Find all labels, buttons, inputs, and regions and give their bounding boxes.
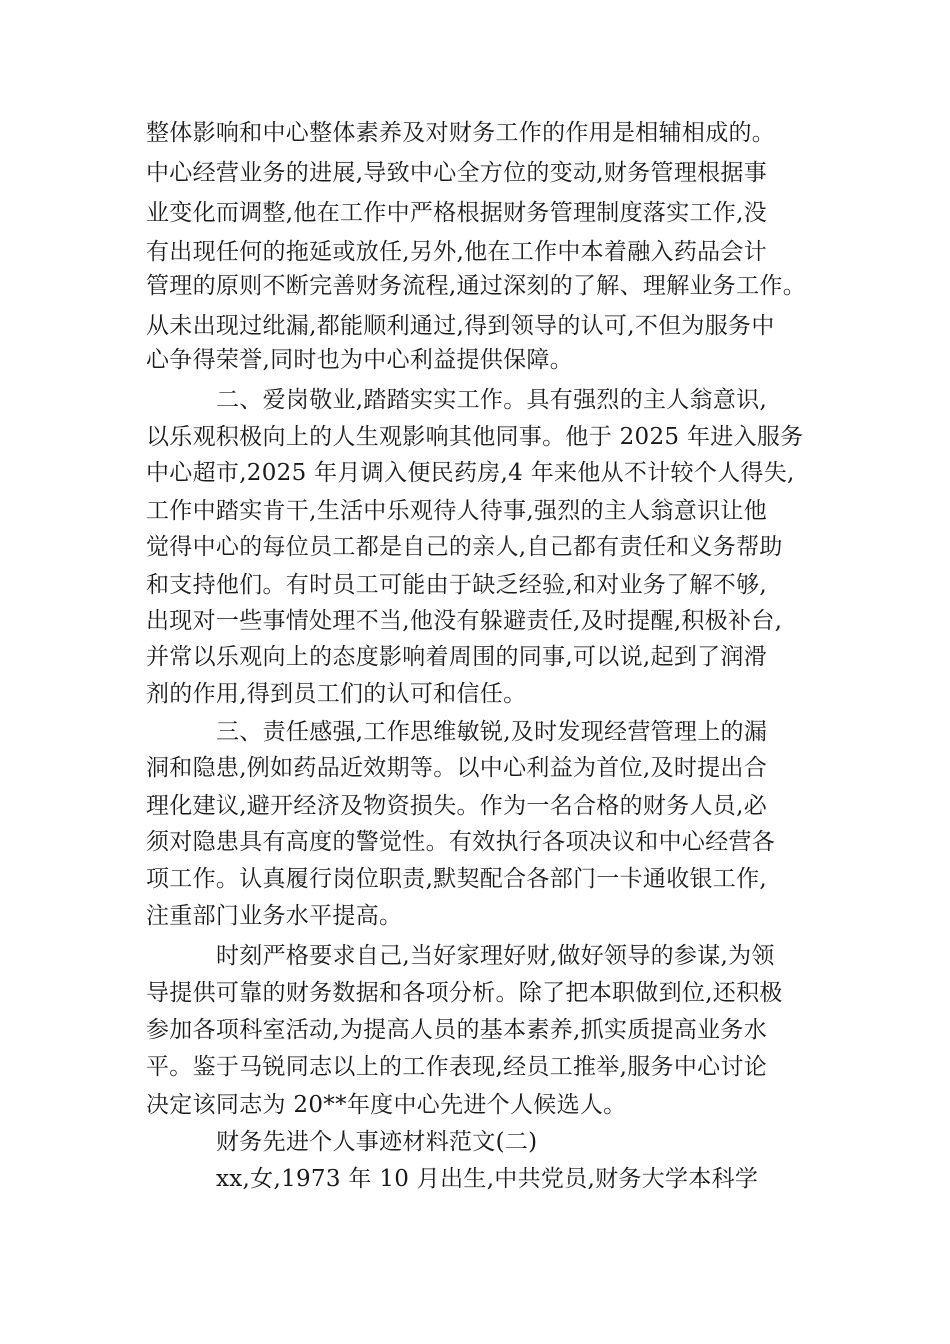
text-line: xx,女,1973 年 10 月出生,中共党员,财务大学本科学 — [216, 1166, 759, 1192]
text-line: 三、责任感强,工作思维敏锐,及时发现经营管理上的漏 — [216, 719, 768, 745]
text-line: 业变化而调整,他在工作中严格根据财务管理制度落实工作,没 — [146, 200, 768, 226]
text-line: 心争得荣誉,同时也为中心利益提供保障。 — [146, 347, 574, 373]
text-line: 中心超市,2025 年月调入便民药房,4 年来他从不计较个人得失, — [146, 460, 795, 486]
section-heading: 财务先进个人事迹材料范文(二) — [216, 1129, 538, 1155]
text-line: 和支持他们。有时员工可能由于缺乏经验,和对业务了解不够, — [146, 572, 768, 598]
text-line: 从未出现过纰漏,都能顺利通过,得到领导的认可,不但为服务中 — [146, 313, 775, 339]
text-line: 时刻严格要求自己,当好家理好财,做好领导的参谋,为领 — [216, 943, 775, 969]
text-line: 觉得中心的每位员工都是自己的亲人,自己都有责任和义务帮助 — [146, 534, 783, 560]
text-line: 导提供可靠的财务数据和各项分析。除了把本职做到位,还积极 — [146, 980, 783, 1006]
text-line: 出现对一些事情处理不当,他没有躲避责任,及时提醒,积极补台, — [146, 608, 783, 634]
text-line: 二、爱岗敬业,踏踏实实工作。具有强烈的主人翁意识, — [216, 387, 768, 413]
text-line: 参加各项科室活动,为提高人员的基本素养,抓实质提高业务水 — [146, 1017, 768, 1043]
text-line: 并常以乐观向上的态度影响着周围的同事,可以说,起到了润滑 — [146, 644, 768, 670]
text-line: 管理的原则不断完善财务流程,通过深刻的了解、理解业务工作。 — [146, 273, 807, 299]
text-line: 注重部门业务水平提高。 — [146, 903, 403, 929]
text-line: 平。鉴于马锐同志以上的工作表现,经员工推举,服务中心讨论 — [146, 1054, 768, 1080]
text-line: 洞和隐患,例如药品近效期等。以中心利益为首位,及时提出合 — [146, 755, 768, 781]
text-line: 有出现任何的拖延或放任,另外,他在工作中本着融入药品会计 — [146, 239, 768, 265]
text-line: 整体影响和中心整体素养及对财务工作的作用是相辅相成的。 — [146, 120, 776, 146]
text-line: 须对隐患具有高度的警觉性。有效执行各项决议和中心经营各 — [146, 829, 776, 855]
text-line: 项工作。认真履行岗位职责,默契配合各部门一卡通收银工作, — [146, 866, 768, 892]
text-line: 理化建议,避开经济及物资损失。作为一名合格的财务人员,必 — [146, 793, 768, 819]
text-line: 以乐观积极向上的人生观影响其他同事。他于 2025 年进入服务 — [146, 424, 804, 450]
text-line: 决定该同志为 20**年度中心先进个人候选人。 — [146, 1092, 627, 1118]
text-line: 中心经营业务的进展,导致中心全方位的变动,财务管理根据事 — [146, 160, 768, 186]
text-line: 剂的作用,得到员工们的认可和信任。 — [146, 681, 527, 707]
text-line: 工作中踏实肯干,生活中乐观待人待事,强烈的主人翁意识让他 — [146, 498, 768, 524]
